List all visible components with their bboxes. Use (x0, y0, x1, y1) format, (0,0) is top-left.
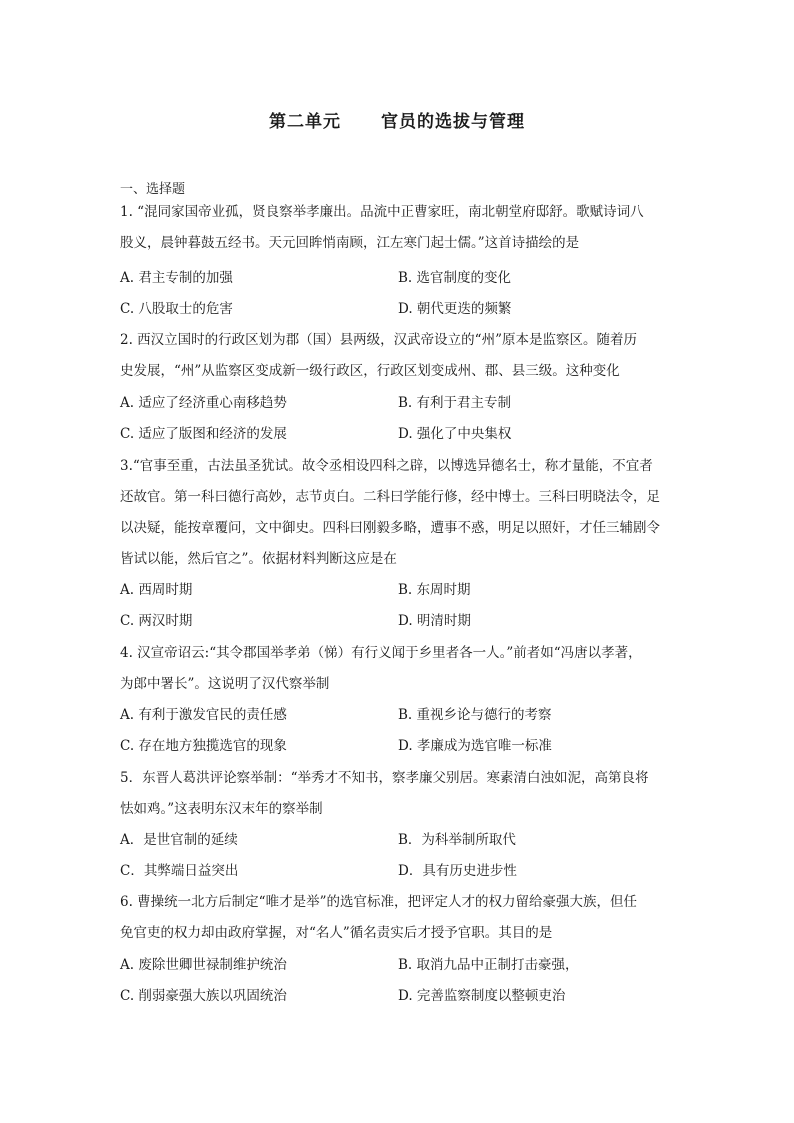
option-a[interactable]: A. 有利于激发官民的责任感 (120, 707, 287, 723)
question-line: 为郎中署长”。这说明了汉代察举制 (120, 676, 330, 692)
option-b[interactable]: B. 取消九品中正制打击豪强， (398, 957, 579, 973)
option-a[interactable]: A. 适应了经济重心南移趋势 (120, 395, 287, 411)
question-3-options (120, 575, 676, 637)
unit-label: 第二单元 (269, 112, 341, 132)
option-b[interactable]: B. 重视乡论与德行的考察 (398, 707, 552, 723)
option-c[interactable]: C. 八股取士的危害 (120, 301, 233, 317)
option-a[interactable]: A. 西周时期 (120, 582, 193, 598)
option-c[interactable]: C. 适应了版图和经济的发展 (120, 426, 287, 442)
option-d[interactable]: D. 孝廉成为选官唯一标准 (398, 738, 552, 754)
option-a[interactable]: A. 君主专制的加强 (120, 270, 233, 286)
option-b[interactable]: B. 有利于君主专制 (398, 395, 512, 411)
option-a[interactable]: A．是世官制的延续 (120, 832, 238, 848)
question-2-options (120, 388, 676, 450)
question-line: 2. 西汉立国时的行政区划为郡（国）县两级，汉武帝设立的“州”原本是监察区。随着历 (120, 332, 637, 348)
question-6 (120, 887, 676, 949)
question-1-options (120, 263, 676, 325)
question-2 (120, 325, 676, 387)
question-line: 皆试以能，然后官之”。依据材料判断这应是在 (120, 551, 397, 567)
question-line: 6. 曹操统一北方后制定“唯才是举”的选官标准，把评定人才的权力留给豪强大族，但任 (120, 894, 637, 910)
question-6-options (120, 950, 676, 1012)
question-5-options (120, 825, 676, 887)
question-line: 史发展，“州”从监察区变成新一级行政区，行政区划变成州、郡、县三级。这种变化 (120, 363, 620, 379)
section-heading: 一、选择题 (120, 182, 186, 197)
question-line: 1. “混同家国帝业孤，贤良察举孝廉出。品流中正曹家旺，南北朝堂府邸舒。歌赋诗词八 (120, 204, 644, 220)
option-c[interactable]: C. 两汉时期 (120, 613, 193, 629)
unit-topic: 官员的选拔与管理 (381, 112, 525, 132)
option-b[interactable]: B．为科举制所取代 (398, 832, 516, 848)
page-title (0, 107, 794, 132)
option-b[interactable]: B. 东周时期 (398, 582, 471, 598)
option-b[interactable]: B. 选官制度的变化 (398, 270, 512, 286)
question-line: 还故官。第一科曰德行高妙，志节贞白。二科曰学能行修，经中博士。三科曰明晓法令，足 (120, 489, 660, 505)
option-d[interactable]: D. 完善监察制度以整顿吏治 (398, 988, 566, 1004)
option-d[interactable]: D. 朝代更迭的频繁 (398, 301, 512, 317)
question-line: 以决疑，能按章覆问，文中御史。四科曰刚毅多略，遭事不惑，明足以照奸，才任三辅剧令 (120, 520, 660, 536)
option-d[interactable]: D．具有历史进步性 (398, 863, 517, 879)
question-line: 5．东晋人葛洪评论察举制：“举秀才不知书，察孝廉父别居。寒素清白浊如泥，高第良将 (120, 770, 649, 786)
option-c[interactable]: C．其弊端日益突出 (120, 863, 239, 879)
option-a[interactable]: A. 废除世卿世禄制维护统治 (120, 957, 287, 973)
option-c[interactable]: C. 存在地方独揽选官的现象 (120, 738, 287, 754)
question-5 (120, 763, 676, 825)
question-3 (120, 451, 676, 575)
question-line: 股义，晨钟暮鼓五经书。天元回眸悄南顾，江左寒门起士儒。”这首诗描绘的是 (120, 235, 580, 251)
question-4-options (120, 700, 676, 762)
question-line: 免官吏的权力却由政府掌握，对“名人”循名责实后才授予官职。其目的是 (120, 925, 553, 941)
question-1 (120, 197, 676, 259)
option-d[interactable]: D. 强化了中央集权 (398, 426, 512, 442)
question-line: 怯如鸡。”这表明东汉末年的察举制 (120, 801, 323, 817)
option-d[interactable]: D. 明清时期 (398, 613, 471, 629)
question-4 (120, 638, 676, 700)
question-line: 4. 汉宣帝诏云:“其令郡国举孝弟（悌）有行义闻于乡里者各一人。”前者如“冯唐以孝著， (120, 645, 642, 661)
option-c[interactable]: C. 削弱豪强大族以巩固统治 (120, 988, 287, 1004)
question-line: 3.“官事至重，古法虽圣犹试。故令丞相设四科之辟，以博选异德名士，称才量能，不宜者 (120, 458, 653, 474)
